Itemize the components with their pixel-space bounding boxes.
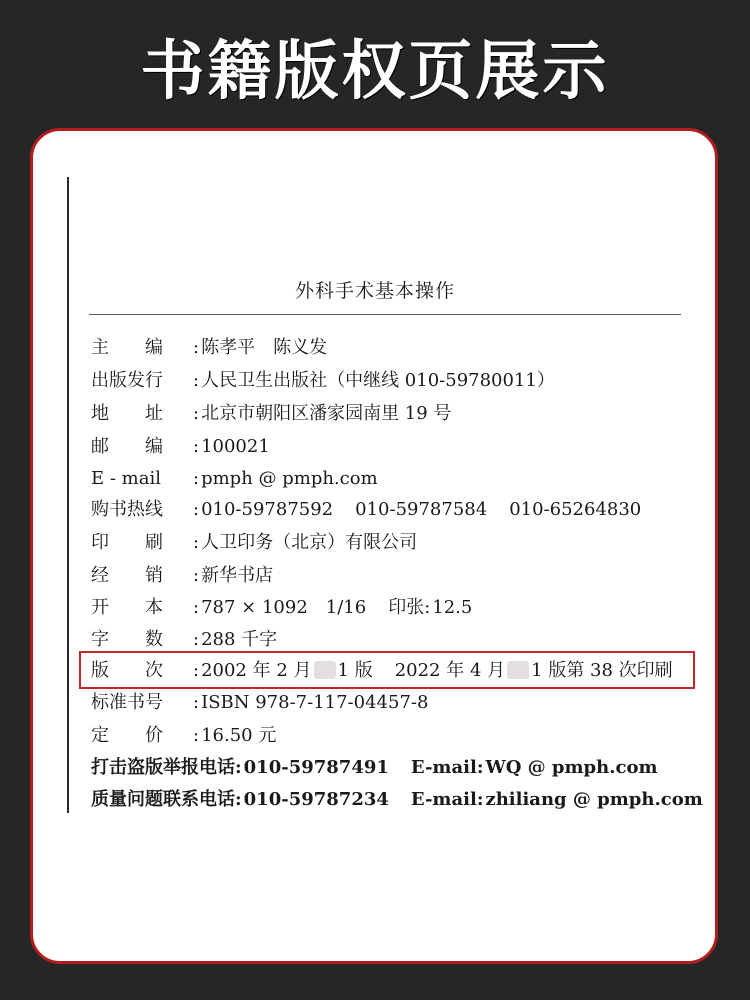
row-isbn: 标准书号 : ISBN 978-7-117-04457-8: [91, 692, 429, 713]
value-piracy-email: WQ @ pmph.com: [485, 757, 658, 778]
value-sheets: 12.5: [432, 597, 473, 618]
row-email: E - mail : pmph @ pmph.com: [91, 468, 378, 489]
row-wordcount: 字 数 : 288 千字: [91, 629, 278, 650]
label-format: 开 本: [91, 597, 163, 618]
row-hotline: 购书热线 : 010-59787592 010-59787584 010-65264830: [91, 499, 642, 520]
value-quality-email: zhiliang @ pmph.com: [485, 789, 703, 810]
label-wordcount: 字 数: [91, 629, 163, 650]
label-editor: 主 编: [91, 337, 163, 358]
row-quality: 质量问题联系电话: 010-59787234 E-mail: zhiliang @ pmph.com: [91, 789, 703, 810]
label-address: 地 址: [91, 403, 163, 424]
edition-highlight-box: [79, 651, 695, 689]
value-editor: 陈孝平 陈义发: [201, 337, 328, 358]
row-editor: 主 编 : 陈孝平 陈义发: [91, 337, 328, 358]
value-piracy-phone: 010-59787491: [243, 757, 389, 778]
edition-first-tail: 1 版: [337, 660, 373, 681]
hotline-phone-2: 010-59787584: [355, 499, 488, 520]
label-printer: 印 刷: [91, 532, 163, 553]
row-distributor: 经 销 : 新华书店: [91, 565, 274, 586]
value-email: pmph @ pmph.com: [201, 468, 378, 489]
edition-second-date: 2022 年 4 月: [394, 660, 506, 681]
label-isbn: 标准书号: [91, 692, 163, 713]
row-edition: 版 次 : 2002 年 2 月 1 版 2022 年 4 月 1 版第 38 次印刷: [91, 660, 673, 681]
row-piracy: 打击盗版举报电话: 010-59787491 E-mail: WQ @ pmph.com: [91, 757, 658, 778]
label-hotline: 购书热线: [91, 499, 163, 520]
label-quality-email: E-mail: [410, 789, 477, 810]
row-publisher: 出版发行 : 人民卫生出版社（中继线 010-59780011）: [91, 370, 555, 391]
label-email: E - mail: [91, 468, 161, 489]
value-publisher: 人民卫生出版社（中继线 010-59780011）: [201, 370, 555, 391]
row-price: 定 价 : 16.50 元: [91, 725, 277, 746]
label-piracy: 打击盗版举报电话: [91, 757, 235, 778]
page-edge-line: [67, 177, 69, 813]
edition-first-date: 2002 年 2 月: [201, 660, 312, 681]
label-piracy-email: E-mail: [410, 757, 477, 778]
value-price: 16.50 元: [201, 725, 277, 746]
book-title: 外科手术基本操作: [295, 280, 456, 302]
value-postcode: 100021: [201, 436, 270, 457]
edition-second-tail: 1 版第 38 次印刷: [531, 660, 673, 681]
value-isbn: ISBN 978-7-117-04457-8: [201, 692, 429, 713]
title-rule: [89, 314, 681, 315]
banner-title: 书籍版权页展示: [140, 35, 610, 109]
label-publisher: 出版发行: [91, 370, 163, 391]
value-distributor: 新华书店: [201, 565, 274, 586]
label-sheets: 印张: [388, 597, 425, 618]
hotline-phone-3: 010-65264830: [509, 499, 642, 520]
value-address: 北京市朝阳区潘家园南里 19 号: [201, 403, 452, 424]
label-price: 定 价: [91, 725, 163, 746]
hotline-phone-1: 010-59787592: [201, 499, 334, 520]
label-postcode: 邮 编: [91, 436, 163, 457]
row-printer: 印 刷 : 人卫印务（北京）有限公司: [91, 532, 418, 553]
label-distributor: 经 销: [91, 565, 163, 586]
label-quality: 质量问题联系电话: [91, 789, 235, 810]
value-quality-phone: 010-59787234: [243, 789, 389, 810]
label-edition: 版 次: [91, 660, 163, 681]
copyright-page-frame: [30, 128, 718, 964]
value-printer: 人卫印务（北京）有限公司: [201, 532, 418, 553]
value-wordcount: 288 千字: [201, 629, 278, 650]
row-postcode: 邮 编 : 100021: [91, 436, 270, 457]
value-format: 787 × 1092 1/16: [201, 597, 367, 618]
row-address: 地 址 : 北京市朝阳区潘家园南里 19 号: [91, 403, 452, 424]
row-format: 开 本 : 787 × 1092 1/16 印张: 12.5: [91, 597, 473, 618]
